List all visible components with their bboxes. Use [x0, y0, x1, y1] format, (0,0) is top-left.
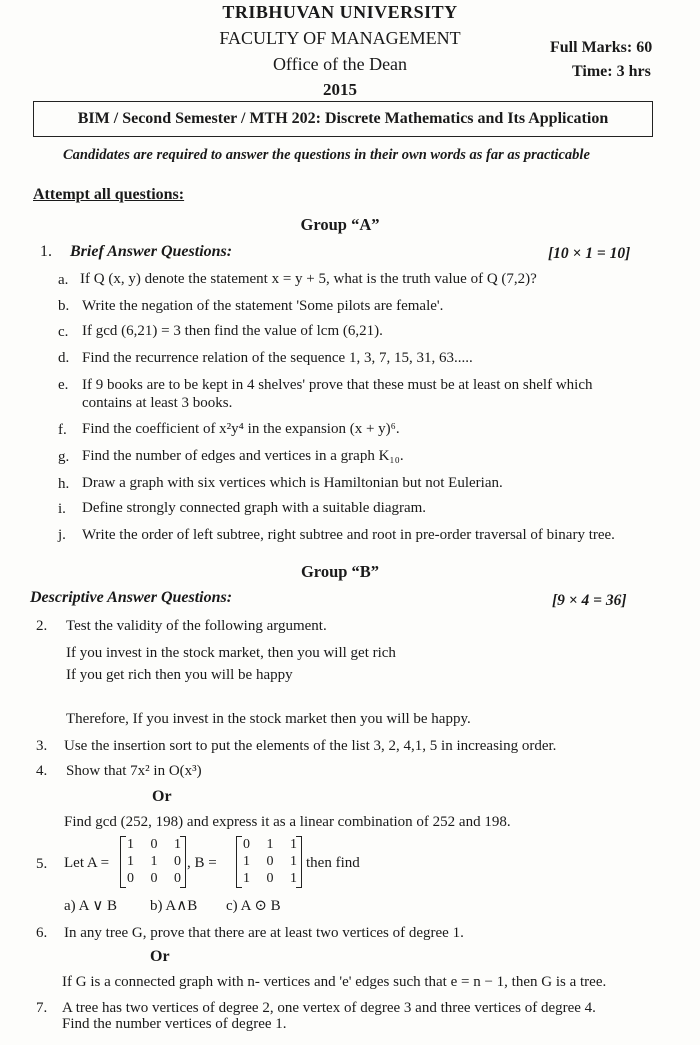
q2-premise-2: If you get rich then you will be happy	[66, 667, 293, 683]
q2-premise-1: If you invest in the stock market, then you will get rich	[66, 645, 396, 661]
item-e-label: e.	[58, 377, 69, 393]
q6-text: In any tree G, prove that there are at least two vertices of degree 1.	[64, 925, 464, 941]
q4-text: Show that 7x² in O(x³)	[66, 763, 202, 779]
item-g-label: g.	[58, 449, 70, 465]
item-e-text-cont: contains at least 3 books.	[82, 395, 233, 411]
item-j-label: j.	[58, 527, 66, 543]
q5-part-a: a) A ∨ B	[64, 898, 118, 914]
q5-mid-b: , B =	[187, 855, 217, 871]
q2-conclusion: Therefore, If you invest in the stock market then you will be happy.	[66, 711, 471, 727]
item-h-text: Draw a graph with six vertices which is Hamiltonian but not Eulerian.	[82, 475, 503, 491]
q6-or: Or	[150, 948, 170, 965]
q4-alt: Find gcd (252, 198) and express it as a linear combination of 252 and 198.	[64, 814, 511, 830]
item-e-text: If 9 books are to be kept in 4 shelves' prove that these must be at least on shelf which	[82, 377, 593, 393]
matrix-b-cell: 1	[290, 871, 297, 886]
matrix-b-cell: 0	[243, 837, 250, 852]
instructions: Candidates are required to answer the questions in their own words as far as practicable	[63, 147, 590, 163]
matrix-a-cell: 0	[150, 871, 158, 886]
matrix-a-cell: 1	[150, 854, 158, 869]
matrix-a-cell: 0	[174, 871, 181, 886]
q3-text: Use the insertion sort to put the elements of the list 3, 2, 4,1, 5 in increasing order.	[64, 738, 557, 754]
item-i-text: Define strongly connected graph with a suitable diagram.	[82, 500, 427, 516]
matrix-a-cell: 1	[127, 854, 134, 869]
course-title: BIM / Second Semester / MTH 202: Discrete Mathematics and Its Application	[77, 110, 609, 127]
attempt-all: Attempt all questions:	[33, 186, 185, 203]
q4-number: 4.	[36, 763, 48, 779]
q5-part-c: c) A ⊙ B	[226, 898, 281, 914]
q1-title: Brief Answer Questions:	[70, 243, 233, 260]
group-b-heading: Descriptive Answer Questions:	[30, 589, 233, 606]
item-c-text: If gcd (6,21) = 3 then find the value of lcm (6,21).	[82, 323, 383, 339]
q7-text-cont: Find the number vertices of degree 1.	[62, 1016, 287, 1032]
group-b-marks: [9 × 4 = 36]	[552, 592, 627, 609]
matrix-b-cell: 0	[266, 871, 274, 886]
exam-year: 2015	[323, 80, 357, 99]
matrix-b-cell: 1	[243, 854, 250, 869]
exam-time: Time: 3 hrs	[572, 63, 651, 80]
q6-number: 6.	[36, 925, 48, 941]
matrix-b-cell: 1	[243, 871, 250, 886]
q5-part-b: b) A∧B	[150, 898, 198, 914]
q7-number: 7.	[36, 1000, 48, 1016]
group-b-title: Group “B”	[300, 562, 380, 581]
matrix-b	[236, 836, 302, 888]
item-d-text: Find the recurrence relation of the sequence 1, 3, 7, 15, 31, 63.....	[82, 350, 473, 366]
matrix-a-cell: 0	[174, 854, 181, 869]
item-h-label: h.	[58, 476, 70, 492]
q5-let-a: Let A =	[64, 855, 110, 871]
matrix-b-cell: 1	[290, 854, 297, 869]
item-a-label: a.	[58, 272, 69, 288]
matrix-a	[120, 836, 186, 888]
matrix-b-cell: 1	[266, 837, 274, 852]
q1-number: 1.	[40, 243, 52, 260]
q3-number: 3.	[36, 738, 48, 754]
matrix-a-cell: 1	[174, 837, 181, 852]
q7-text: A tree has two vertices of degree 2, one vertex of degree 3 and three vertices of degree 4.	[62, 1000, 596, 1016]
item-f-label: f.	[58, 422, 67, 438]
matrix-a-cell: 0	[127, 871, 134, 886]
item-a-text: If Q (x, y) denote the statement x = y + 5, what is the truth value of Q (7,2)?	[80, 271, 537, 287]
item-c-label: c.	[58, 324, 69, 340]
item-b-text: Write the negation of the statement 'Some pilots are female'.	[82, 298, 444, 314]
q2-number: 2.	[36, 618, 48, 634]
q4-or: Or	[152, 788, 172, 805]
q5-then-find: then find	[306, 855, 360, 871]
item-g-text: Find the number of edges and vertices in a graph K₁₀.	[82, 448, 404, 464]
matrix-b-cell: 0	[266, 854, 274, 869]
item-b-label: b.	[58, 298, 70, 314]
item-d-label: d.	[58, 350, 70, 366]
matrix-a-cell: 1	[127, 837, 134, 852]
group-a-marks: [10 × 1 = 10]	[548, 245, 631, 262]
faculty-name: FACULTY OF MANAGEMENT	[219, 28, 461, 48]
matrix-a-cell: 0	[150, 837, 158, 852]
q2-text: Test the validity of the following argument.	[66, 618, 327, 634]
office-name: Office of the Dean	[272, 54, 408, 74]
group-a-title: Group “A”	[300, 215, 380, 234]
matrix-b-cell: 1	[290, 837, 297, 852]
full-marks: Full Marks: 60	[550, 39, 653, 56]
item-j-text: Write the order of left subtree, right subtree and root in pre-order traversal of binary tree.	[82, 527, 615, 543]
university-name: TRIBHUVAN UNIVERSITY	[222, 2, 458, 22]
q6-alt: If G is a connected graph with n- vertices and 'e' edges such that e = n − 1, then G is a tree.	[62, 974, 607, 990]
item-i-label: i.	[58, 501, 66, 517]
item-f-text: Find the coefficient of x²y⁴ in the expansion (x + y)⁶.	[82, 421, 400, 437]
q5-number: 5.	[36, 856, 48, 872]
